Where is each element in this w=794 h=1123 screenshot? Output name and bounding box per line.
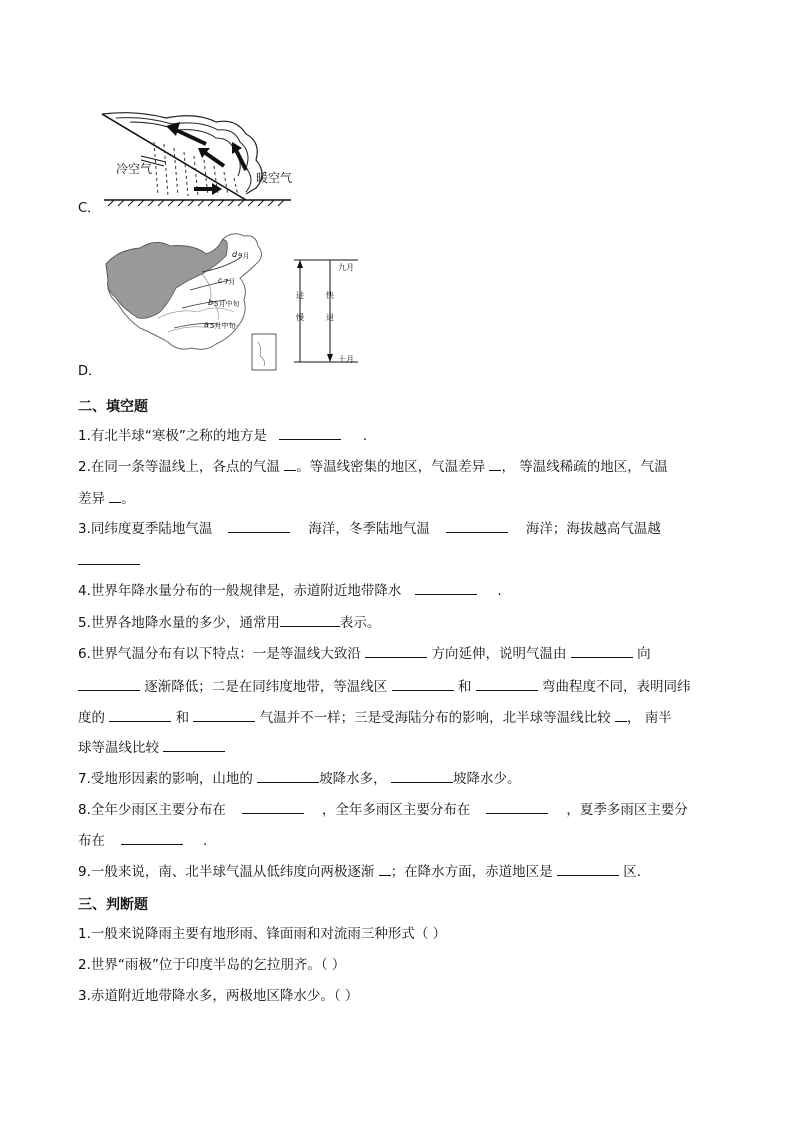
blank[interactable] (257, 768, 319, 783)
fill-q1: 1.有北半球“寒极”之称的地方是 . (78, 425, 367, 446)
blank[interactable] (392, 676, 454, 691)
fill-section-title: 二、填空题 (78, 399, 148, 415)
fill-q9: 9.一般来说，南、北半球气温从低纬度向两极逐渐 ；在降水方面，赤道地区是 区. (78, 861, 641, 882)
blank[interactable] (615, 707, 627, 722)
map-month-c: 7月 (224, 278, 236, 286)
blank[interactable] (109, 488, 121, 503)
front-diagram (96, 108, 296, 208)
blank[interactable] (379, 861, 391, 876)
timeline-bottom-month: 十月 (338, 355, 354, 364)
map-month-d: 9月 (238, 252, 250, 260)
blank[interactable] (279, 425, 341, 440)
blank[interactable] (121, 830, 183, 845)
blank[interactable] (109, 707, 171, 722)
cold-air-label: 冷空气 (116, 162, 153, 176)
blank[interactable] (280, 612, 340, 627)
map-label-d: d (232, 250, 238, 259)
blank[interactable] (193, 707, 255, 722)
fill-q5: 5.世界各地降水量的多少，通常用 表示。 (78, 612, 380, 633)
map-label-b: b (208, 298, 214, 307)
china-map-diagram (98, 228, 288, 376)
timeline-right-char-2: 退 (326, 313, 334, 322)
fill-q6-line1: 6.世界气温分布有以下特点：一是等温线大致沿 方向延伸，说明气温由 向 (78, 643, 651, 664)
map-label-c: c (218, 276, 223, 285)
timeline-right-char-1: 快 (326, 291, 334, 300)
map-label-a: a (204, 320, 209, 329)
option-d-label: D． (78, 364, 102, 379)
fill-q4: 4.世界年降水量分布的一般规律是，赤道附近地带降水 . (78, 580, 502, 601)
option-c-label: C． (78, 201, 101, 216)
blank[interactable] (78, 676, 140, 691)
judge-q2: 2.世界“雨极”位于印度半岛的乞拉朋齐。（ ） (78, 957, 346, 973)
map-month-a: 5月中旬 (210, 322, 236, 330)
blank[interactable] (284, 456, 296, 471)
judge-section-title: 三、判断题 (78, 897, 148, 913)
blank[interactable] (242, 799, 304, 814)
blank[interactable] (415, 580, 477, 595)
blank[interactable] (476, 676, 538, 691)
timeline-left-char-2: 慢 (296, 313, 304, 322)
timeline-left-char-1: 进 (296, 291, 304, 300)
fill-q6-line2: 逐渐降低；二是在同纬度地带，等温线区 和 弯曲程度不同，表明同纬 (78, 676, 690, 697)
judge-q3: 3.赤道附近地带降水多，两极地区降水少。（ ） (78, 988, 359, 1004)
judge-q1: 1.一般来说降雨主要有地形雨、锋面雨和对流雨三种形式（ ） (78, 926, 447, 942)
fill-q8-line2: 布在 . (78, 830, 207, 851)
fill-q2-line2: 差异 。 (78, 488, 135, 509)
fill-q3: 3.同纬度夏季陆地气温 海洋，冬季陆地气温 海洋；海拔越高气温越 (78, 518, 661, 539)
fill-q8-line1: 8.全年少雨区主要分布在 ，全年多雨区主要分布在 ，夏季多雨区主要分 (78, 799, 688, 820)
fill-q7: 7.受地形因素的影响，山地的 坡降水多， 坡降水少。 (78, 768, 520, 789)
warm-air-label: 暖空气 (256, 171, 293, 185)
fill-q6-line3: 度的 和 气温并不一样；三是受海陆分布的影响，北半球等温线比较 ， 南半 (78, 707, 672, 728)
timeline-top-month: 九月 (338, 263, 354, 272)
fill-q3-line2 (78, 550, 140, 571)
blank[interactable] (571, 643, 633, 658)
blank[interactable] (489, 456, 501, 471)
fill-q2-line1: 2.在同一条等温线上，各点的气温 。等温线密集的地区，气温差异 ， 等温线稀疏的地区，气温 (78, 456, 668, 477)
blank[interactable] (486, 799, 548, 814)
blank[interactable] (446, 518, 508, 533)
blank[interactable] (365, 643, 427, 658)
blank[interactable] (163, 737, 225, 752)
blank[interactable] (228, 518, 290, 533)
map-month-b: 5月中旬 (214, 300, 240, 308)
blank[interactable] (391, 768, 453, 783)
fill-q6-line4: 球等温线比较 (78, 737, 225, 758)
blank[interactable] (78, 550, 140, 565)
blank[interactable] (557, 861, 619, 876)
